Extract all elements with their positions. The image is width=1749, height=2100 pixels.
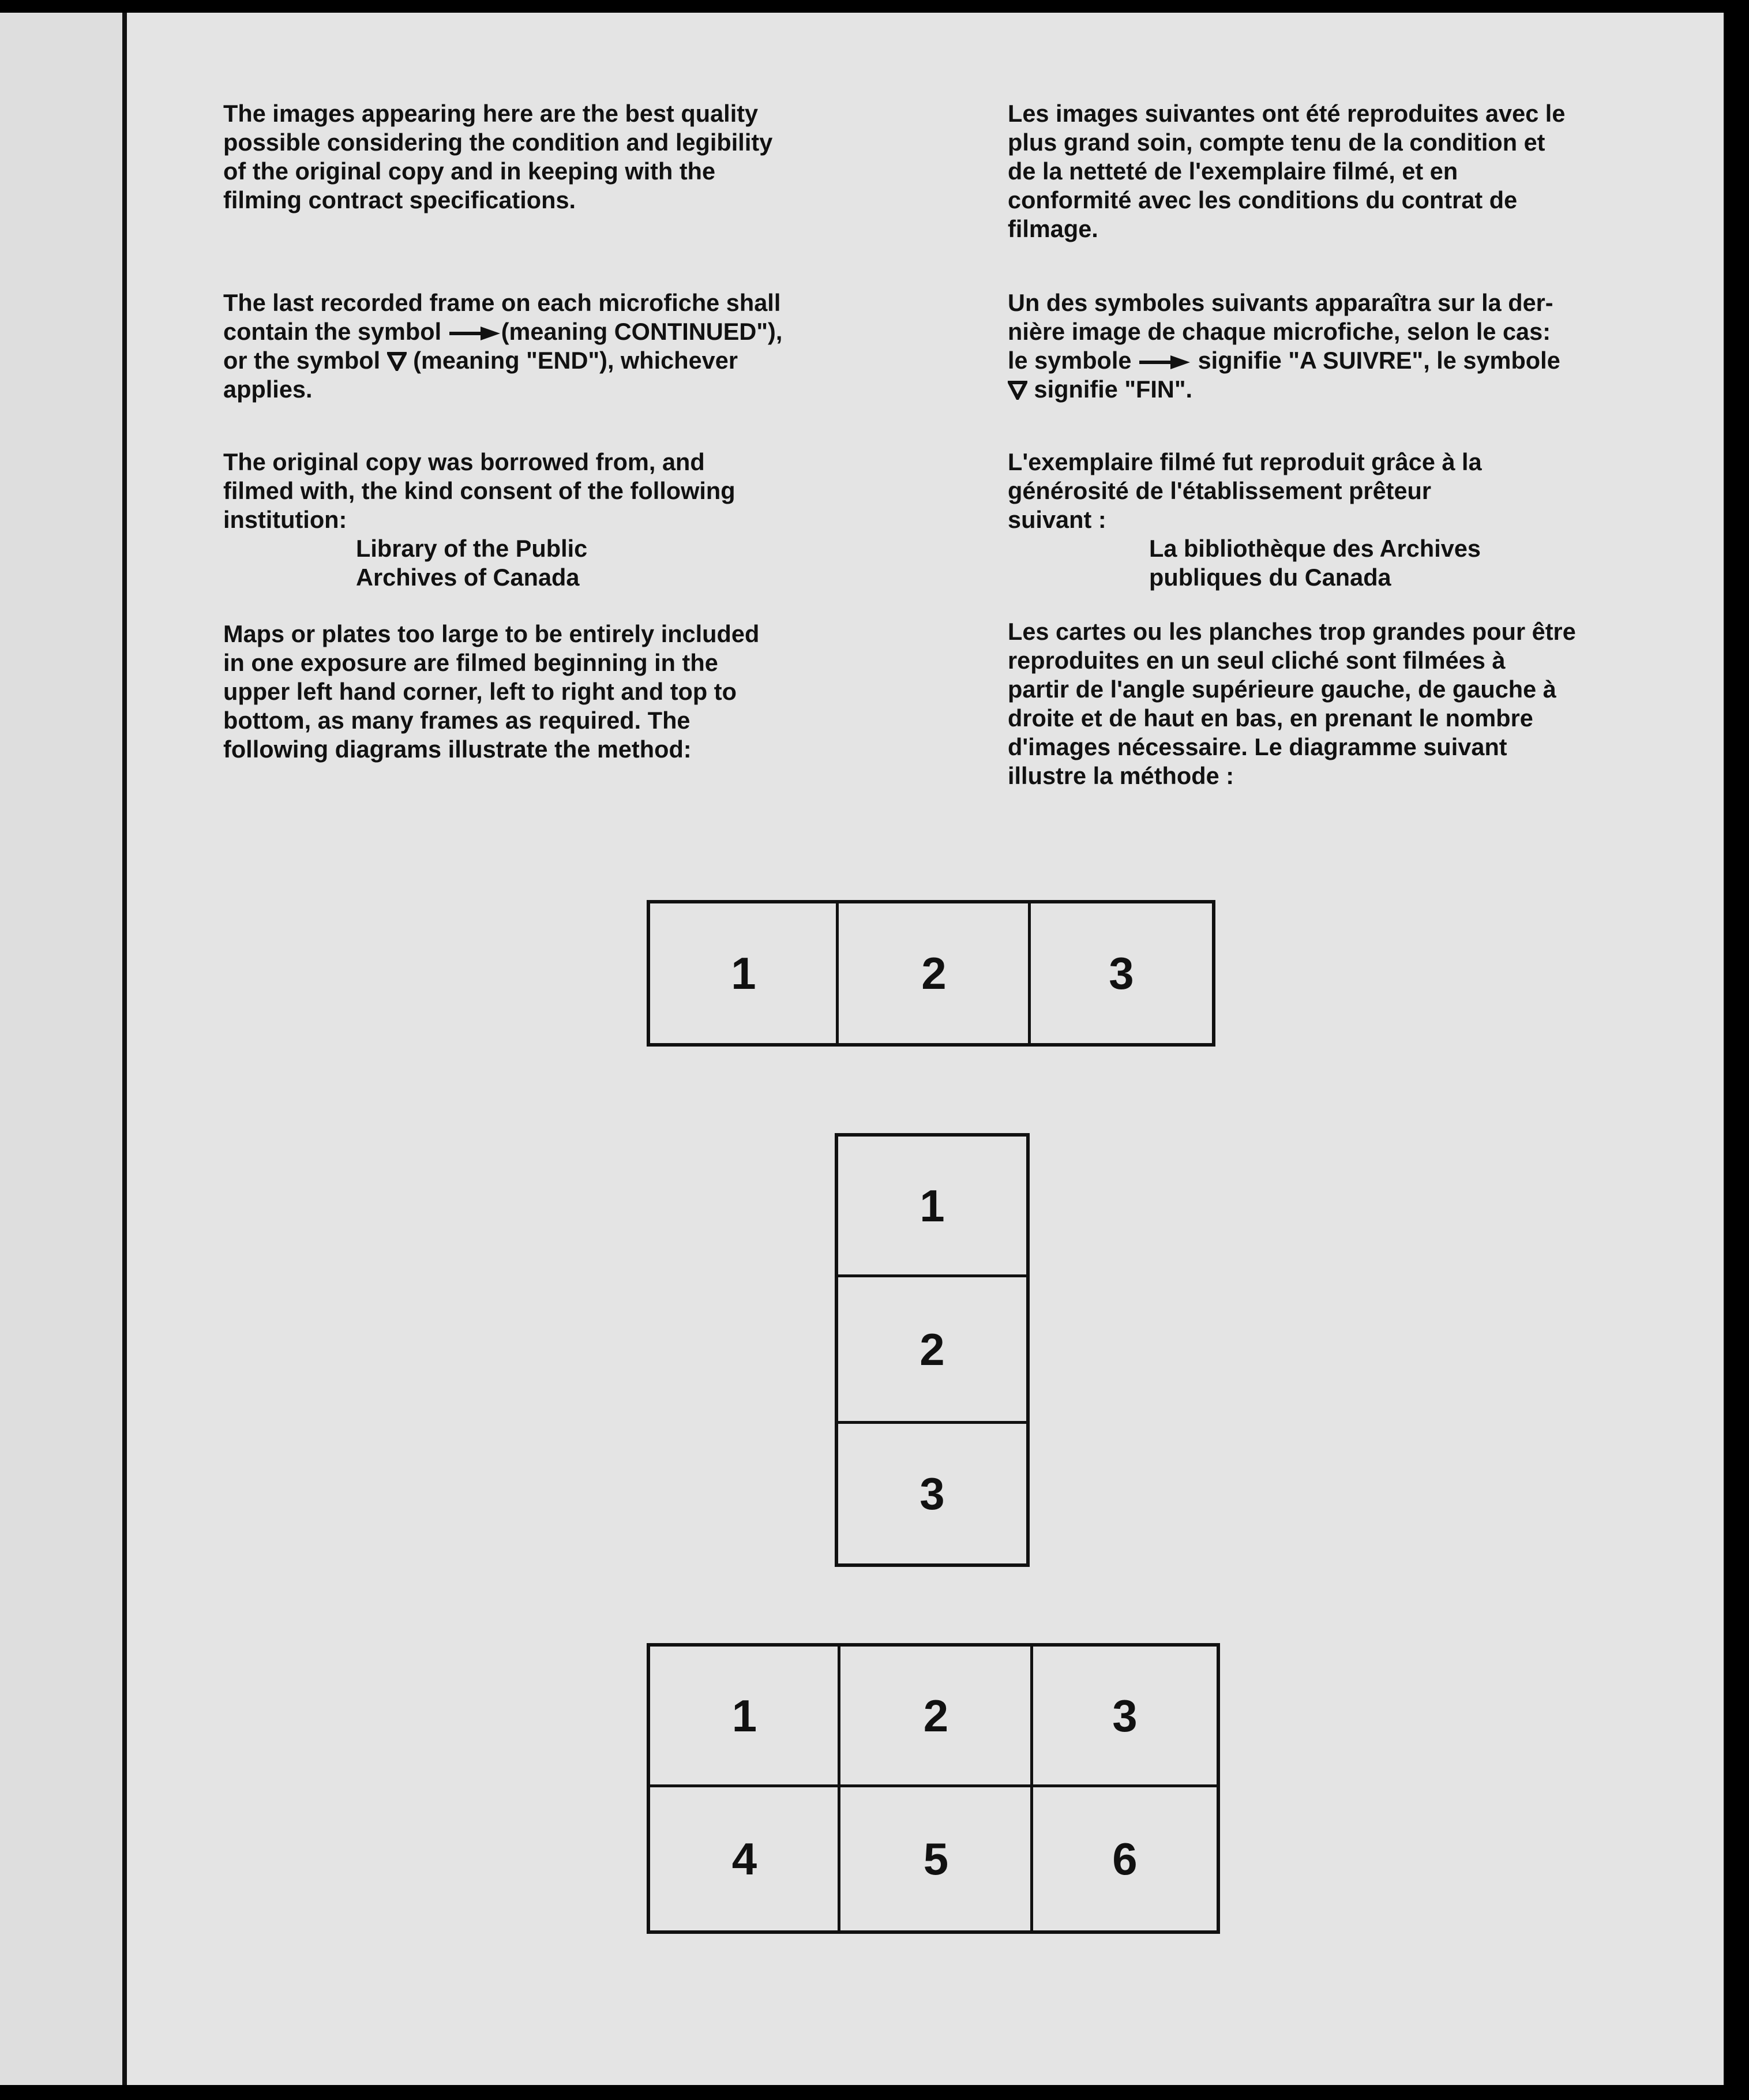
text-line: Les images suivantes ont été reproduites avec le bbox=[1008, 100, 1566, 127]
frame-cell: 6 bbox=[1112, 1833, 1138, 1884]
text-fragment: le symbole bbox=[1008, 347, 1132, 374]
text-fragment: or the symbol bbox=[223, 347, 381, 374]
frame-cell: 4 bbox=[731, 1833, 757, 1884]
text-line: following diagrams illustrate the method: bbox=[223, 736, 692, 763]
diagram-grid bbox=[647, 1643, 1220, 1934]
french-paragraph-maps bbox=[1008, 617, 1700, 790]
text-fragment: (meaning "END"), whichever bbox=[413, 347, 738, 374]
text-line: filmage. bbox=[1008, 215, 1098, 242]
text-line: L'exemplaire filmé fut reproduit grâce à la bbox=[1008, 448, 1482, 475]
english-paragraph-maps bbox=[223, 620, 881, 764]
text-line: of the original copy and in keeping with the bbox=[223, 158, 716, 185]
english-paragraph-symbols bbox=[223, 288, 881, 404]
text-line: The images appearing here are the best quality bbox=[223, 100, 759, 127]
text-line: institution: bbox=[223, 506, 347, 533]
diagram-row bbox=[647, 900, 1215, 1047]
text-line bbox=[1008, 346, 1700, 375]
text-line bbox=[223, 317, 881, 346]
frame-cell: 3 bbox=[1109, 947, 1134, 999]
text-line: The last recorded frame on each microfiche shall bbox=[223, 289, 781, 316]
text-fragment: contain the symbol bbox=[223, 318, 442, 345]
frame-cell: 1 bbox=[731, 1690, 757, 1741]
continued-arrow-icon bbox=[1138, 354, 1191, 370]
english-paragraph-quality bbox=[223, 99, 881, 215]
text-line: partir de l'angle supérieure gauche, de gauche à bbox=[1008, 676, 1556, 703]
text-line: upper left hand corner, left to right and top to bbox=[223, 678, 737, 705]
text-line: suivant : bbox=[1008, 506, 1106, 533]
text-fragment: signifie "A SUIVRE", le symbole bbox=[1198, 347, 1560, 374]
institution-name: Library of the Public bbox=[356, 535, 588, 562]
frame-cell: 2 bbox=[919, 1323, 945, 1375]
continued-arrow-icon bbox=[448, 325, 501, 342]
text-line bbox=[1008, 375, 1700, 404]
text-line: plus grand soin, compte tenu de la condition et bbox=[1008, 129, 1545, 156]
text-line: nière image de chaque microfiche, selon le cas: bbox=[1008, 318, 1551, 345]
microfiche-target-page bbox=[0, 13, 1725, 2085]
french-paragraph-institution bbox=[1008, 448, 1700, 592]
text-line: possible considering the condition and legibility bbox=[223, 129, 773, 156]
frame-cell: 5 bbox=[923, 1833, 949, 1884]
text-line: conformité avec les conditions du contrat de bbox=[1008, 186, 1518, 213]
frame-cell: 1 bbox=[919, 1180, 945, 1231]
text-line: droite et de haut en bas, en prenant le nombre bbox=[1008, 704, 1533, 732]
end-triangle-icon bbox=[1008, 380, 1027, 400]
text-line: générosité de l'établissement prêteur bbox=[1008, 477, 1432, 504]
text-line: filmed with, the kind consent of the following bbox=[223, 477, 735, 504]
text-line: in one exposure are filmed beginning in the bbox=[223, 649, 718, 676]
frame-cell: 3 bbox=[1112, 1690, 1138, 1741]
french-paragraph-quality bbox=[1008, 99, 1700, 243]
text-line: The original copy was borrowed from, and bbox=[223, 448, 705, 475]
end-triangle-icon bbox=[387, 351, 407, 371]
frame-cell: 3 bbox=[919, 1468, 945, 1519]
text-line: Les cartes ou les planches trop grandes pour être bbox=[1008, 618, 1576, 645]
french-paragraph-symbols bbox=[1008, 288, 1700, 404]
frame-cell: 2 bbox=[923, 1690, 949, 1741]
text-line: illustre la méthode : bbox=[1008, 762, 1234, 789]
text-line: d'images nécessaire. Le diagramme suivant bbox=[1008, 733, 1507, 760]
institution-name: publiques du Canada bbox=[1149, 564, 1391, 591]
institution-name: La bibliothèque des Archives bbox=[1149, 535, 1481, 562]
text-line: Un des symboles suivants apparaîtra sur la der- bbox=[1008, 289, 1553, 316]
left-margin-line bbox=[122, 13, 127, 2085]
text-line: Maps or plates too large to be entirely included bbox=[223, 620, 760, 647]
text-line: applies. bbox=[223, 376, 313, 403]
text-fragment: signifie "FIN". bbox=[1034, 376, 1193, 403]
text-line: reproduites en un seul cliché sont filmées à bbox=[1008, 647, 1506, 674]
english-paragraph-institution bbox=[223, 448, 881, 592]
text-line: de la netteté de l'exemplaire filmé, et en bbox=[1008, 158, 1458, 185]
frame-cell: 2 bbox=[921, 947, 947, 999]
text-line: bottom, as many frames as required. The bbox=[223, 707, 690, 734]
left-margin-strip bbox=[0, 13, 122, 2085]
frame-cell: 1 bbox=[731, 947, 756, 999]
institution-name: Archives of Canada bbox=[356, 564, 580, 591]
diagram-column bbox=[835, 1133, 1030, 1567]
text-fragment: (meaning CONTINUED"), bbox=[501, 318, 783, 345]
text-line bbox=[223, 346, 881, 375]
text-line: filming contract specifications. bbox=[223, 186, 576, 213]
